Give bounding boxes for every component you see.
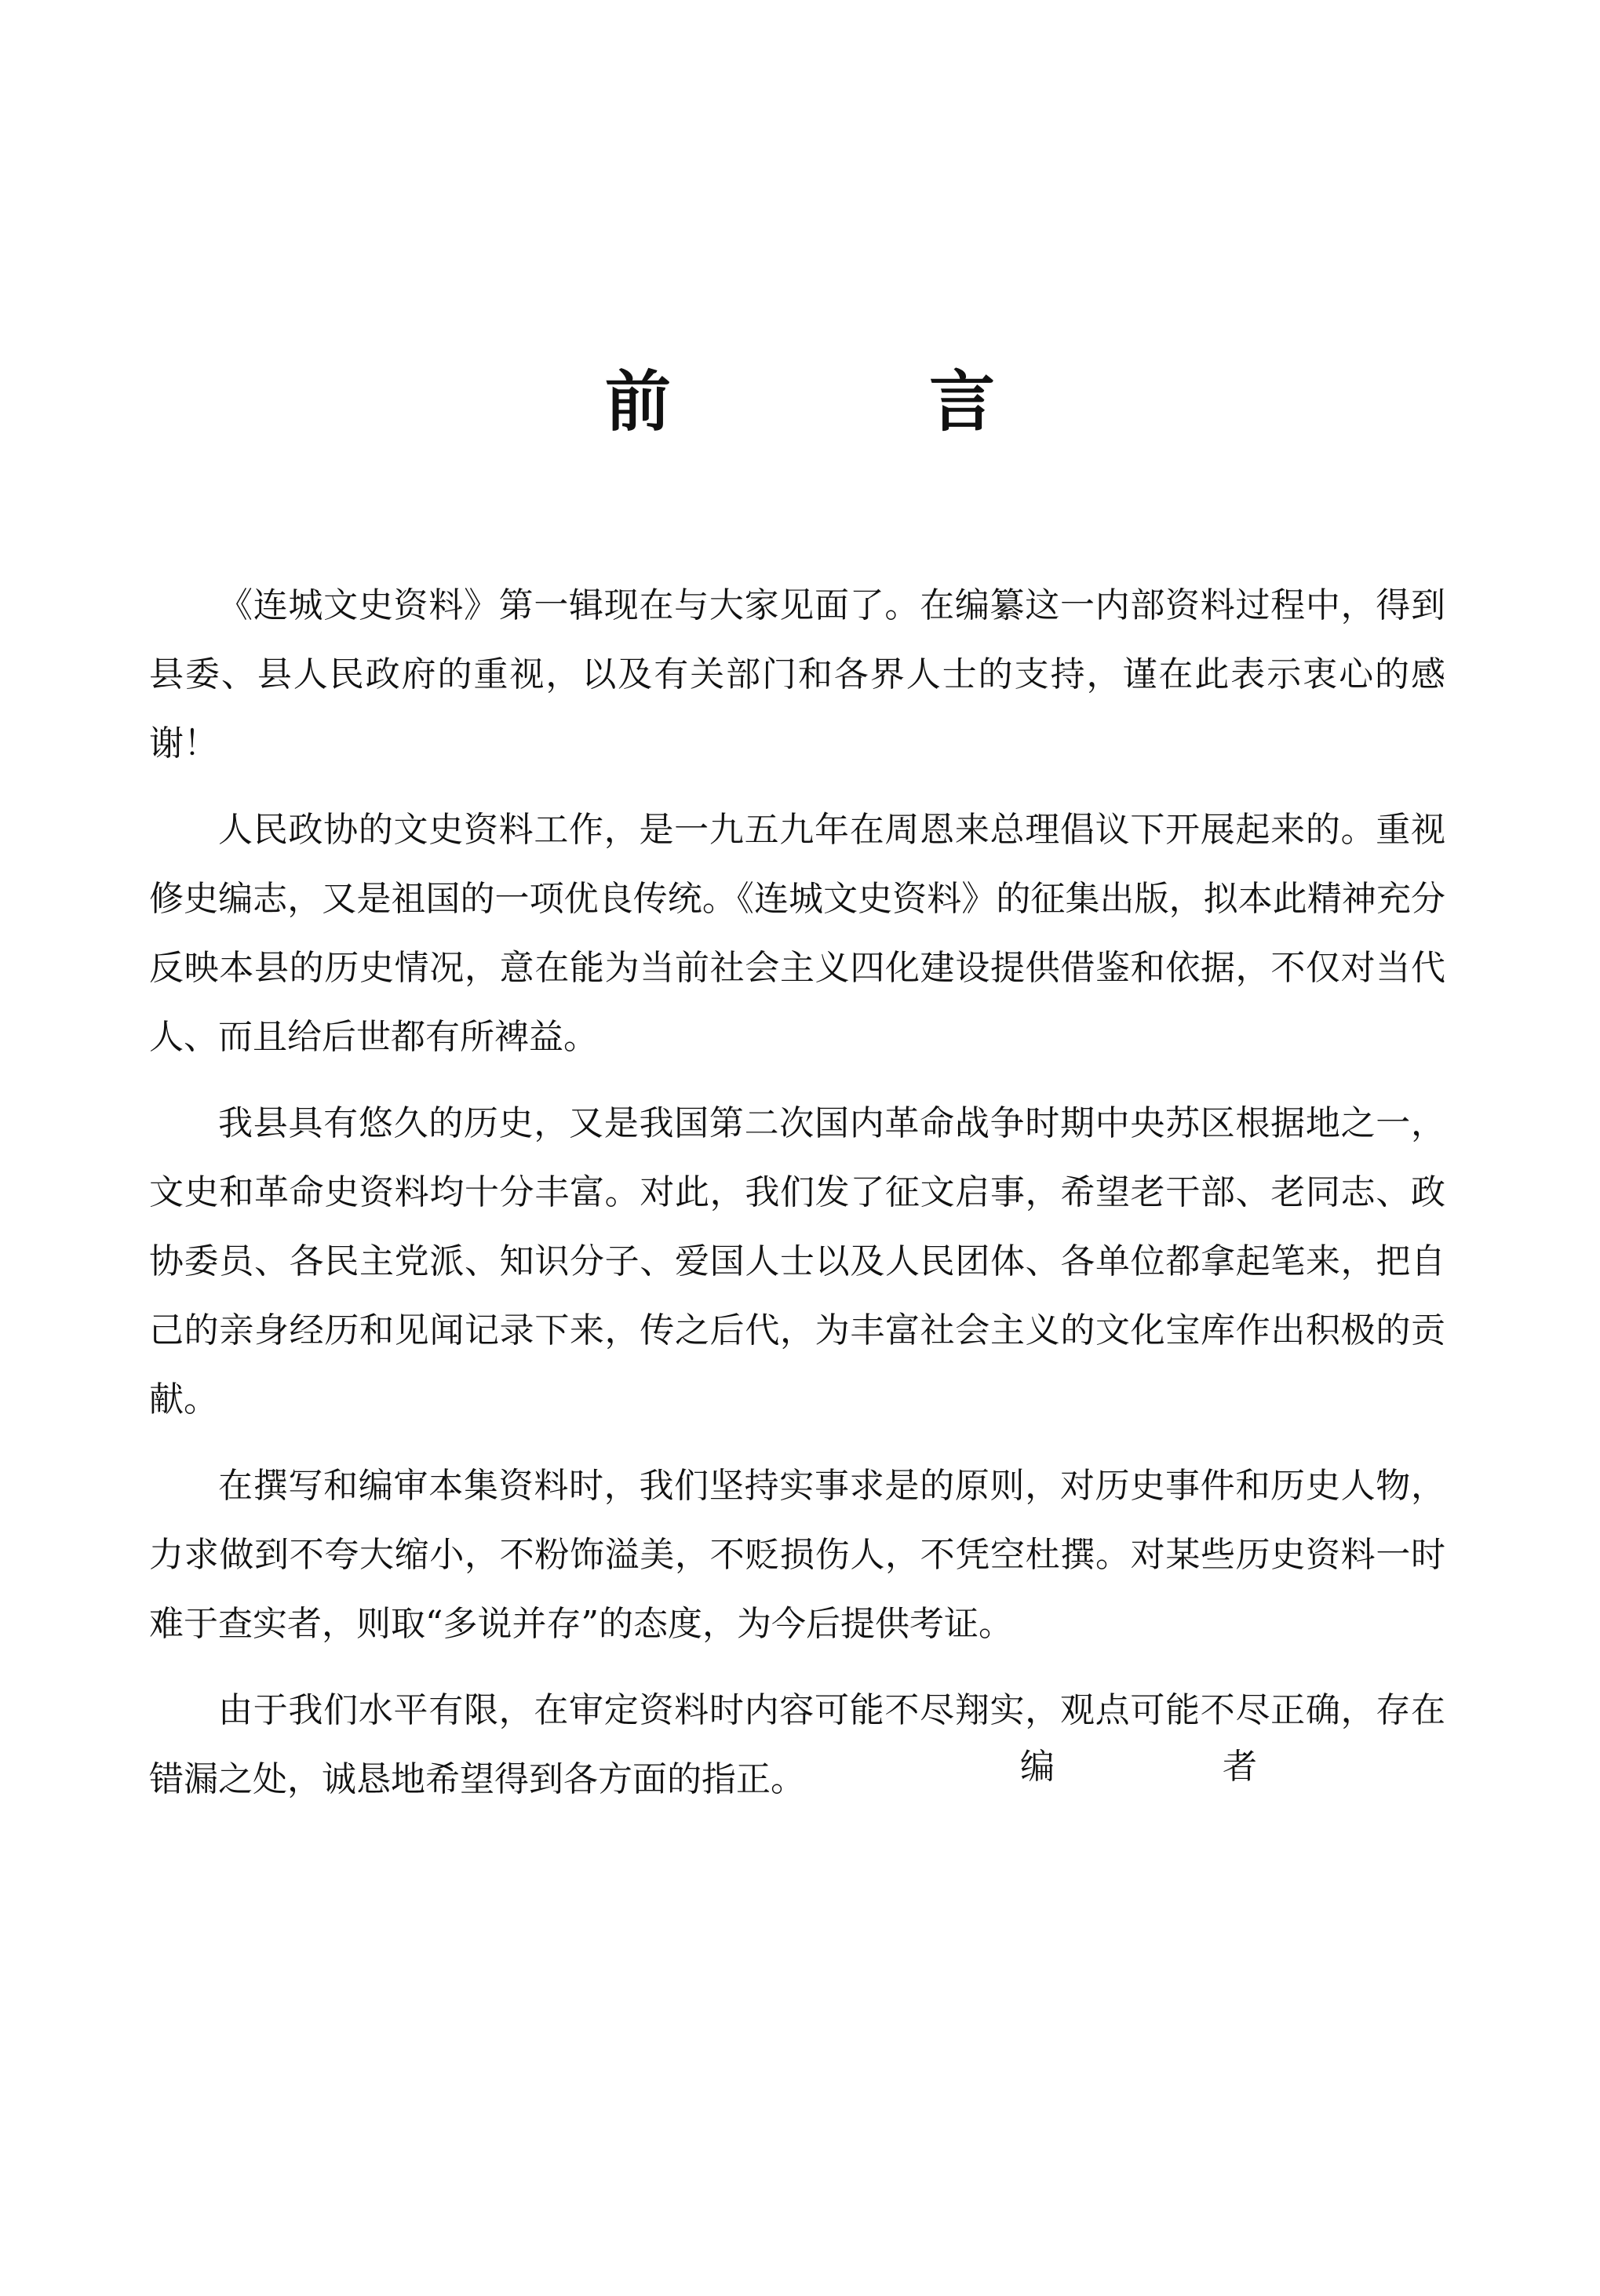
paragraph-1: 《连城文史资料》第一辑现在与大家见面了。在编纂这一内部资料过程中，得到县委、县人民政府的重视，以及有关部门和各界人士的支持，谨在此表示衷心的感谢！ <box>149 585 1445 764</box>
preface-body <box>149 571 1445 1831</box>
signature: 编 者 <box>1020 1747 1336 1787</box>
paragraph-5: 由于我们水平有限，在审定资料时内容可能不尽翔实，观点可能不尽正确，存在错漏之处，诚恳地希望得到各方面的指正。 <box>149 1690 1445 1799</box>
paragraph-2: 人民政协的文史资料工作，是一九五九年在周恩来总理倡议下开展起来的。重视修史编志，又是祖国的一项优良传统。《连城文史资料》的征集出版，拟本此精神充分反映本县的历史情况，意在能为当前社会主义四化建设提供借鉴和依据，不仅对当代人、而且给后世都有所裨益。 <box>149 810 1445 1057</box>
paragraph-3: 我县具有悠久的历史，又是我国第二次国内革命战争时期中央苏区根据地之一，文史和革命史资料均十分丰富。对此，我们发了征文启事，希望老干部、老同志、政协委员、各民主党派、知识分子、爱国人士以及人民团体、各单位都拿起笔来，把自己的亲身经历和见闻记录下来，传之后代，为丰富社会主义的文化宝库作出积极的贡献。 <box>149 1103 1445 1420</box>
page-title: 前 言 <box>604 363 1113 440</box>
paragraph-4: 在撰写和编审本集资料时，我们坚持实事求是的原则，对历史事件和历史人物，力求做到不夸大缩小，不粉饰溢美，不贬损伤人，不凭空杜撰。对某些历史资料一时难于查实者，则取“多说并存”的态度，为今后提供考证。 <box>149 1466 1445 1644</box>
